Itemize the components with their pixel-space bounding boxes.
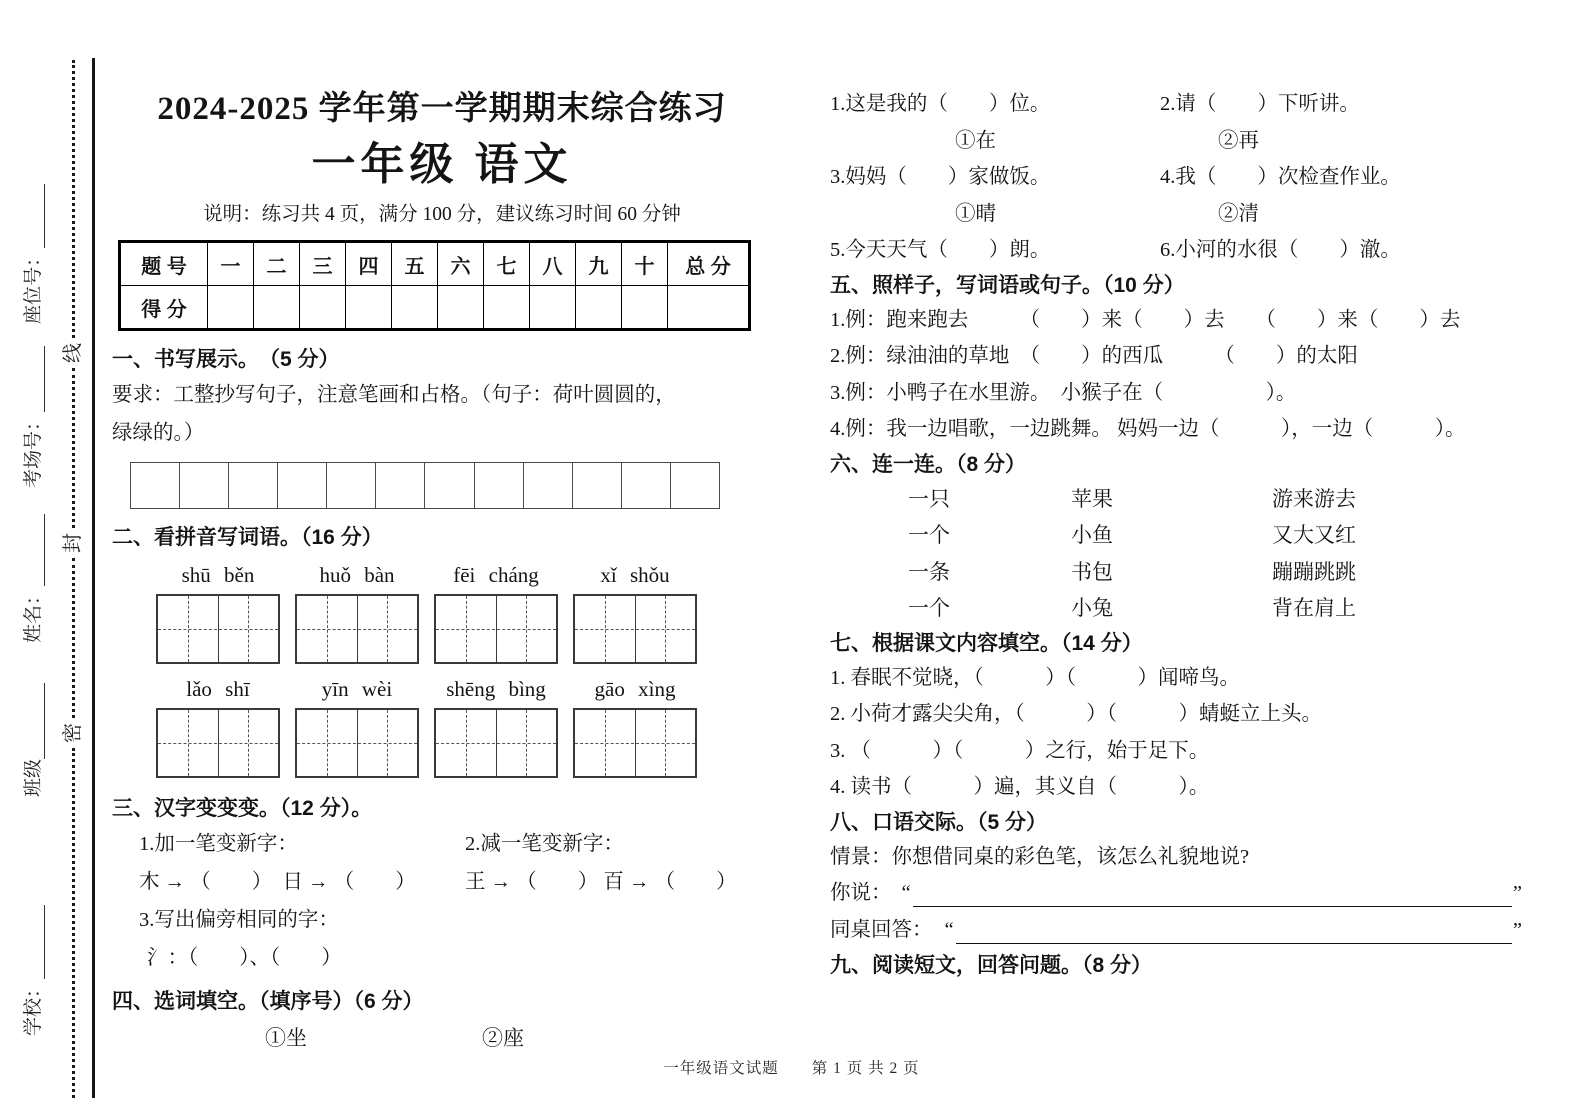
tianzige-cell (436, 596, 496, 662)
writing-grid-cell (424, 463, 473, 508)
question-line: 1. 春眠不觉晓，（ ）（ ）闻啼鸟。 (830, 666, 1240, 689)
info-label-school (18, 905, 45, 1036)
pinyin-unit (436, 562, 556, 664)
match-item: 一只 (908, 486, 950, 511)
writing-grid-cell (179, 463, 228, 508)
score-empty-cell (530, 286, 576, 330)
blank-underline (913, 878, 1512, 907)
section-3-example1: 木 → （ ） 日 → （ ） (139, 871, 416, 893)
tianzige-cell (436, 710, 496, 776)
section-3-sub2: 2.减一笔变新字： (465, 833, 624, 855)
section-3-example2: 王 → （ ） 百 → （ ） (465, 871, 737, 893)
left-column (112, 0, 772, 1058)
tianzige-cell (635, 596, 696, 662)
pinyin-unit (297, 562, 417, 664)
question-item: 6.小河的水很（ ）澈。 (1160, 239, 1401, 261)
pinyin-unit (297, 676, 417, 778)
info-label-name (18, 514, 45, 643)
writing-grid-cell (326, 463, 375, 508)
pinyin-label: shū běn (181, 563, 255, 587)
tianzige-grid (434, 594, 558, 664)
match-row (830, 481, 1530, 518)
score-empty-cell (208, 286, 254, 330)
question-item: 3.妈妈（ ）家做饭。 (830, 166, 1051, 188)
tianzige-grid (156, 708, 280, 778)
info-underline (24, 514, 45, 586)
tianzige-cell (496, 710, 557, 776)
score-table-header-row (120, 242, 750, 286)
option-item: ②清 (1218, 202, 1259, 225)
match-item: 背在肩上 (1272, 596, 1356, 620)
section-4-option-1: ①坐 (265, 1026, 307, 1050)
section-1-heading: 一、书写展示。 （5 分） (112, 348, 340, 371)
info-underline (24, 905, 45, 979)
pinyin-unit (436, 676, 556, 778)
pinyin-label: yīn wèi (321, 677, 393, 701)
score-empty-cell (392, 286, 438, 330)
tianzige-grid (573, 594, 697, 664)
question-line: 4.例：我一边唱歌，一边跳舞。 妈妈一边（ ），一边（ ）。 (830, 418, 1466, 440)
score-empty-cell (484, 286, 530, 330)
score-table-cell: 题 号 (120, 242, 208, 286)
info-underline (24, 184, 45, 248)
tianzige-cell (158, 710, 218, 776)
page-border-line (92, 58, 95, 1098)
quote-close-mark: ” (1512, 882, 1522, 904)
info-label-school-text: 学校： (22, 978, 44, 1036)
exam-content (112, 0, 1559, 1058)
pinyin-label: xǐ shǒu (600, 563, 670, 587)
match-item: 书包 (1071, 559, 1113, 584)
pinyin-unit (158, 562, 278, 664)
question-line: 3. （ ）（ ）之行，始于足下。 (830, 739, 1210, 762)
tianzige-cell (297, 710, 357, 776)
right-column (830, 0, 1530, 1058)
score-empty-cell (576, 286, 622, 330)
student-info-labels (6, 60, 56, 1100)
reply-line (830, 912, 1530, 949)
tianzige-cell (357, 710, 418, 776)
question-line: 2. 小荷才露尖尖角，（ ）（ ）蜻蜓立上头。 (830, 703, 1322, 725)
reply-label: 同桌回答： (830, 919, 933, 941)
section-4-options (112, 1018, 772, 1058)
seal-dotted-segment (72, 60, 75, 338)
section-2-heading: 二、看拼音写词语。（16 分） (112, 526, 383, 549)
tianzige-cell (297, 596, 357, 662)
tianzige-grid (434, 708, 558, 778)
score-empty-cell (346, 286, 392, 330)
tianzige-cell (575, 710, 635, 776)
score-table-cell: 八 (530, 242, 576, 286)
student-info-margin (6, 60, 56, 1100)
seal-char-xian: 线 (62, 343, 84, 363)
scenario-line: 情景：你想借同桌的彩色笔，该怎么礼貌地说? (830, 845, 1250, 868)
section-4-option-2: ②座 (482, 1026, 524, 1050)
info-label-class-text: 班级 (22, 758, 44, 797)
score-empty-cell (622, 286, 668, 330)
match-item: 游来游去 (1272, 486, 1356, 511)
pinyin-unit (158, 676, 278, 778)
score-table-cell: 九 (576, 242, 622, 286)
writing-grid-cell (474, 463, 523, 508)
writing-grid-cell (277, 463, 326, 508)
section-3-heading: 三、汉字变变变。（12 分）。 (112, 797, 373, 820)
writing-grid-cell (375, 463, 424, 508)
writing-grid-cell (523, 463, 572, 508)
section-5-heading: 五、照样子，写词语或句子。（10 分） (830, 273, 1185, 297)
match-item: 一个 (908, 596, 950, 620)
score-table-cell: 六 (438, 242, 484, 286)
section-3-examples (112, 863, 772, 901)
option-item: ②再 (1218, 129, 1259, 152)
score-empty-cell (668, 286, 750, 330)
match-item: 一条 (908, 559, 950, 584)
tianzige-cell (158, 596, 218, 662)
score-table-cell: 七 (484, 242, 530, 286)
info-label-seat (18, 184, 45, 324)
info-label-seat-text: 座位号： (22, 247, 44, 324)
match-item: 小鱼 (1071, 523, 1113, 547)
match-item: 苹果 (1071, 486, 1113, 511)
writing-grid-cell (228, 463, 277, 508)
tianzige-cell (218, 710, 279, 776)
section-8-heading: 八、口语交际。（5 分） (830, 810, 1048, 834)
tianzige-cell (496, 596, 557, 662)
tianzige-grid (156, 594, 280, 664)
score-empty-cell (300, 286, 346, 330)
question-item: 5.今天天气（ ）朗。 (830, 239, 1051, 261)
question-row (830, 232, 1530, 269)
section-3-subheads (112, 825, 772, 863)
info-underline (24, 346, 45, 412)
score-table-cell: 一 (208, 242, 254, 286)
tianzige-grid (295, 708, 419, 778)
option-item: ①在 (955, 129, 996, 152)
exam-title: 2024-2025 学年第一学期期末综合练习 (157, 91, 727, 127)
match-item: 蹦蹦跳跳 (1272, 559, 1356, 584)
pinyin-grid-row-2 (158, 676, 772, 778)
say-label: 你说： (830, 882, 892, 904)
match-item: 一个 (908, 523, 950, 547)
pinyin-label: lǎo shī (186, 677, 250, 701)
match-row (830, 554, 1530, 591)
question-row (830, 86, 1530, 123)
writing-grid (130, 462, 720, 509)
exam-note: 说明：练习共 4 页，满分 100 分，建议练习时间 60 分钟 (203, 204, 681, 225)
tianzige-cell (357, 596, 418, 662)
question-item: 2.请（ ）下听讲。 (1160, 93, 1360, 115)
score-table (118, 240, 751, 331)
score-empty-cell (438, 286, 484, 330)
tianzige-cell (218, 596, 279, 662)
writing-grid-cell (621, 463, 670, 508)
option-row (830, 123, 1530, 160)
pinyin-unit (575, 562, 695, 664)
score-table-score-row (120, 286, 750, 330)
pinyin-label: gāo xìng (594, 677, 676, 701)
writing-grid-cell (131, 463, 179, 508)
pinyin-grid-row-1 (158, 562, 772, 664)
seal-char-mi: 密 (62, 723, 84, 743)
quote-open-mark: “ (944, 919, 954, 941)
seal-dotted-segment (72, 748, 75, 1098)
score-table-cell: 三 (300, 242, 346, 286)
match-row (830, 590, 1530, 627)
say-line (830, 875, 1530, 912)
tianzige-grid (573, 708, 697, 778)
option-item: ①晴 (955, 202, 996, 225)
pinyin-label: huǒ bàn (319, 563, 395, 587)
info-underline (24, 683, 45, 759)
section-6-heading: 六、连一连。（8 分） (830, 452, 1027, 476)
score-table-cell: 十 (622, 242, 668, 286)
tianzige-cell (635, 710, 696, 776)
pinyin-unit (575, 676, 695, 778)
seal-char-feng: 封 (62, 533, 84, 553)
question-line: 1.例：跑来跑去 （ ）来（ ）去 （ ）来（ ）去 (830, 308, 1461, 331)
question-row (830, 159, 1530, 196)
pinyin-label: fēi cháng (453, 563, 539, 587)
quote-open-mark: “ (901, 882, 911, 904)
question-line: 2.例：绿油油的草地 （ ）的西瓜 （ ）的太阳 (830, 345, 1358, 367)
info-label-class (18, 683, 45, 797)
info-label-name-text: 姓名： (22, 585, 44, 643)
match-item: 小兔 (1071, 596, 1113, 620)
question-item: 1.这是我的（ ）位。 (830, 93, 1051, 115)
writing-grid-cell (572, 463, 621, 508)
section-3-sub1: 1.加一笔变新字： (139, 833, 298, 855)
tianzige-grid (295, 594, 419, 664)
seal-dotted-segment (72, 558, 75, 718)
question-item: 4.我（ ）次检查作业。 (1160, 166, 1401, 188)
footer-page-info: 一年级语文试题 第 1 页 共 2 页 (663, 1060, 920, 1077)
seal-dotted-segment (72, 368, 75, 528)
match-item: 又大又红 (1272, 523, 1356, 547)
question-line: 3.例：小鸭子在水里游。 小猴子在（ ）。 (830, 381, 1297, 404)
score-table-cell: 五 (392, 242, 438, 286)
score-table-cell: 四 (346, 242, 392, 286)
tianzige-cell (575, 596, 635, 662)
section-3-example3: 氵：（ ）、（ ） (147, 947, 342, 969)
option-row (830, 196, 1530, 233)
section-1-requirement-line1: 要求：工整抄写句子，注意笔画和占格。（句子：荷叶圆圆的， (112, 384, 676, 406)
seal-line (62, 60, 84, 1098)
score-label-cell: 得 分 (120, 286, 208, 330)
section-3-sub3: 3.写出偏旁相同的字： (139, 909, 339, 931)
section-7-heading: 七、根据课文内容填空。（14 分） (830, 631, 1143, 655)
info-label-examroom (18, 346, 45, 488)
section-1-requirement-line2: 绿绿的。） (112, 422, 205, 444)
quote-close-mark: ” (1512, 919, 1522, 941)
question-line: 4. 读书（ ）遍，其义自（ ）。 (830, 776, 1210, 798)
match-row (830, 517, 1530, 554)
info-label-examroom-text: 考场号： (22, 411, 44, 488)
exam-subtitle: 一年级 语文 (311, 140, 573, 189)
section-4-heading: 四、选词填空。（填序号）（6 分） (112, 990, 424, 1013)
blank-underline (956, 915, 1512, 944)
writing-grid-cell (670, 463, 719, 508)
score-table-cell: 二 (254, 242, 300, 286)
section-9-heading: 九、阅读短文，回答问题。（8 分） (830, 954, 1153, 977)
pinyin-label: shēng bìng (446, 677, 546, 701)
score-table-cell: 总 分 (668, 242, 750, 286)
score-empty-cell (254, 286, 300, 330)
